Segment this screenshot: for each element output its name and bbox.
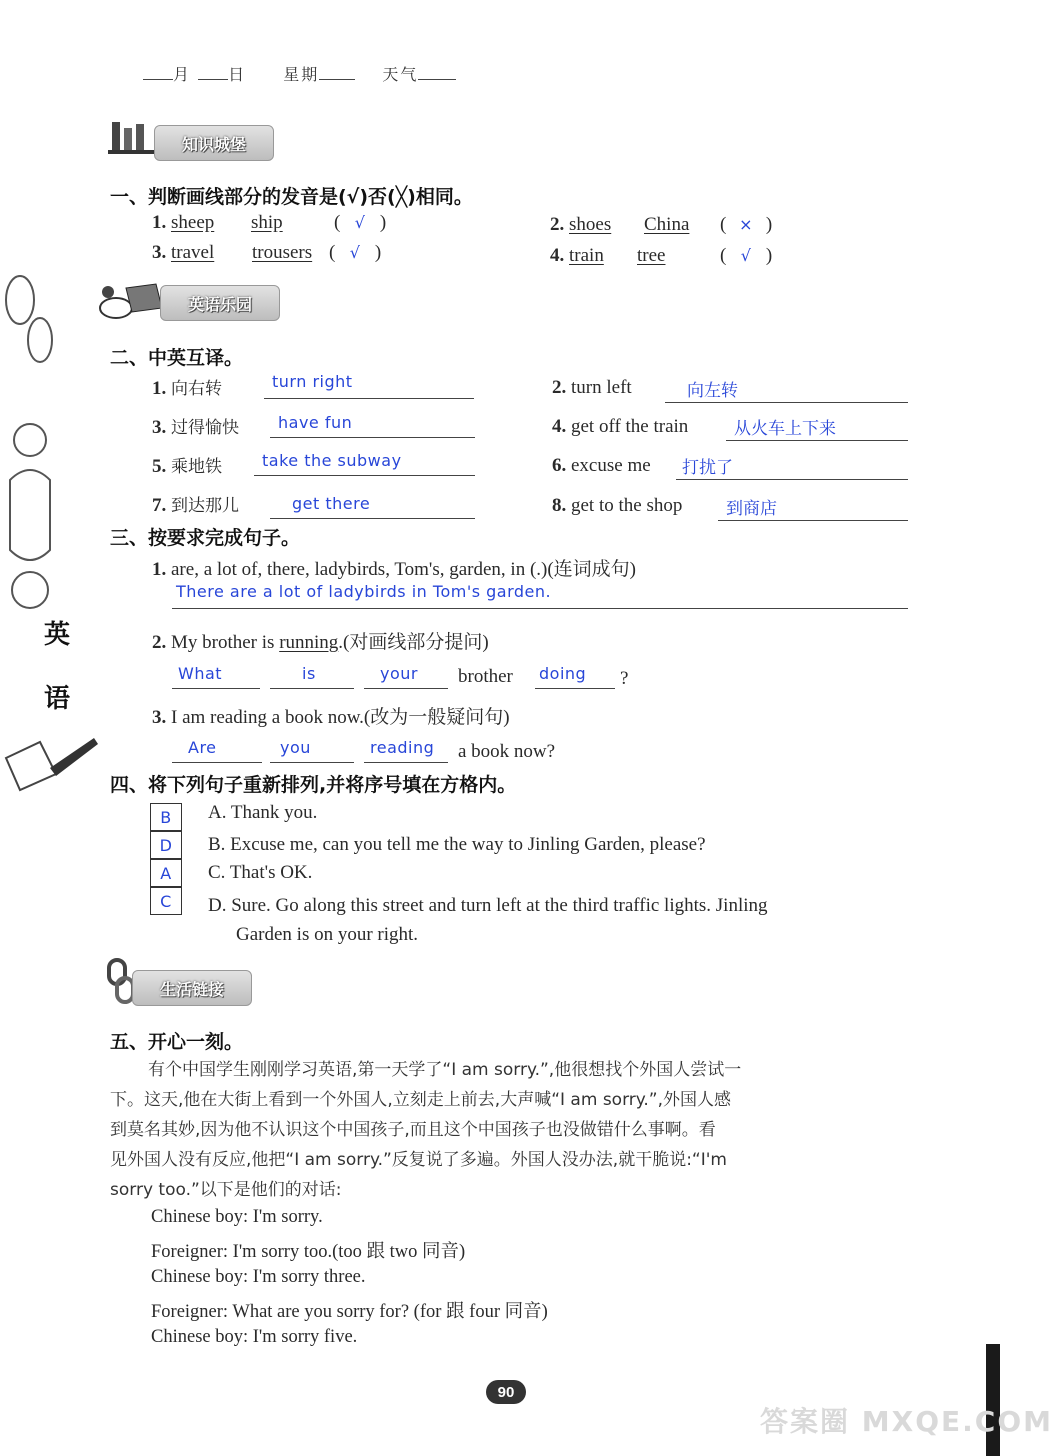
s2-item-3-answer: have fun — [270, 413, 475, 438]
section1-title: 一、判断画线部分的发音是(√)否(╳)相同。 — [110, 186, 473, 208]
s1-item-3-w2: trousers — [252, 242, 313, 263]
s2-item-5: 5. 乘地铁 — [152, 456, 222, 477]
s3-q2-brother: brother — [458, 666, 513, 687]
s5-para-line-4: 见外国人没有反应,他把“I am sorry.”反复说了多遍。外国人没办法,就干脆说:“I'm — [110, 1150, 727, 1170]
s1-item-1-paren: ( √ ) — [334, 212, 387, 233]
margin-pencil-icon — [0, 728, 100, 798]
s2-item-8: 8. get to the shop — [552, 495, 683, 516]
s2-item-8-answer: 到商店 — [718, 494, 908, 521]
s3-q3: 3. I am reading a book now.(改为一般疑问句) — [152, 707, 510, 728]
order-box-1: B — [150, 803, 182, 831]
section4-title: 四、将下列句子重新排列,并将序号填在方格内。 — [110, 774, 517, 796]
s5-para-line-3: 到莫名其妙,因为他不认识这个中国孩子,而且这个中国孩子也没做错什么事啊。看 — [110, 1120, 716, 1140]
s4-line-c: C. That's OK. — [208, 862, 313, 883]
s3-q1-answer: There are a lot of ladybirds in Tom's garden. — [172, 582, 908, 609]
section2-title: 二、中英互译。 — [110, 347, 244, 369]
s3-q2: 2. My brother is running.(对画线部分提问) — [152, 632, 489, 653]
knowledge-castle-icon — [108, 120, 158, 156]
side-label-subject-2: 语 — [44, 684, 71, 714]
s1-item-1: 1. sheep — [152, 212, 215, 233]
s2-item-2: 2. turn left — [552, 377, 632, 398]
s5-paragraph — [110, 1055, 910, 1205]
header-day: 日 — [228, 65, 247, 84]
s2-item-2-answer: 向左转 — [665, 376, 908, 403]
s4-line-d: D. Sure. Go along this street and turn left at the third traffic lights. Jinling — [208, 895, 768, 916]
dialogue-line-1: Chinese boy: I'm sorry. — [151, 1207, 323, 1227]
header-month: 月 — [173, 65, 192, 84]
margin-character-icon — [0, 400, 70, 620]
s4-line-b: B. Excuse me, can you tell me the way to Jinling Garden, please? — [208, 834, 706, 855]
s1-item-2-w2: China — [644, 214, 690, 235]
life-banner: 生活链接 — [132, 970, 252, 1006]
s1-item-3-paren: ( √ ) — [329, 242, 382, 263]
s5-para-line-1: 有个中国学生刚刚学习英语,第一天学了“I am sorry.”,他很想找个外国人尝试一 — [148, 1060, 742, 1080]
s1-item-4: 4. train — [550, 245, 604, 266]
order-box-3: A — [150, 859, 182, 887]
s3-q1: 1. are, a lot of, there, ladybirds, Tom's, garden, in (.)(连词成句) — [152, 559, 637, 580]
s3-q2-qmark: ? — [620, 668, 629, 689]
s1-item-4-paren: ( √ ) — [720, 245, 773, 266]
dialogue-line-5: Chinese boy: I'm sorry five. — [151, 1327, 358, 1347]
knowledge-banner: 知识城堡 — [154, 125, 274, 161]
s1-item-4-w2: tree — [637, 245, 666, 266]
s2-item-6-answer: 打扰了 — [676, 453, 908, 480]
s4-line-d2: Garden is on your right. — [236, 924, 419, 945]
margin-fruit-icon — [0, 260, 70, 380]
s2-item-5-answer: take the subway — [254, 451, 475, 476]
s1-item-3: 3. travel — [152, 242, 215, 263]
s3-q2-blank-4: doing — [535, 664, 615, 689]
s3-q3-blank-2: you — [270, 738, 354, 763]
playground-icon — [96, 278, 168, 322]
s5-para-line-2: 下。这天,他在大街上看到一个外国人,立刻走上前去,大声喊“I am sorry.”,外国人感 — [110, 1090, 732, 1110]
s2-item-7-answer: get there — [270, 494, 475, 519]
s2-item-4-answer: 从火车上下来 — [726, 414, 908, 441]
watermark: 答案圈 MXQE.COM — [760, 1405, 1053, 1438]
section5-title: 五、开心一刻。 — [110, 1031, 244, 1053]
s1-item-2-paren: ( × ) — [720, 214, 773, 235]
s3-q3-end: a book now? — [458, 741, 556, 762]
header-weekday: 星期 — [283, 65, 320, 84]
section3-title: 三、按要求完成句子。 — [110, 527, 301, 549]
s3-q2-blank-2: is — [270, 664, 354, 689]
s2-item-7: 7. 到达那儿 — [152, 495, 239, 516]
s3-q2-blank-1: What — [172, 664, 260, 689]
page-number: 90 — [486, 1380, 526, 1404]
s2-item-1: 1. 向右转 — [152, 378, 222, 399]
dialogue-line-4: Foreigner: What are you sorry for? (for 跟 four 同音) — [151, 1302, 548, 1322]
header-weather: 天气 — [382, 65, 419, 84]
dialogue-line-3: Chinese boy: I'm sorry three. — [151, 1267, 366, 1287]
s3-q3-blank-3: reading — [364, 738, 448, 763]
s4-line-a: A. Thank you. — [208, 802, 318, 823]
s2-item-1-answer: turn right — [264, 372, 474, 399]
playground-banner: 英语乐园 — [160, 285, 280, 321]
s1-item-2: 2. shoes — [550, 214, 612, 235]
s3-q3-blank-1: Are — [172, 738, 262, 763]
s2-item-6: 6. excuse me — [552, 455, 651, 476]
header-date-line — [143, 62, 456, 85]
s2-item-4: 4. get off the train — [552, 416, 689, 437]
order-box-2: D — [150, 831, 182, 859]
side-label-subject-1: 英 — [44, 620, 71, 650]
s1-item-1-w2: ship — [251, 212, 283, 233]
dialogue-line-2: Foreigner: I'm sorry too.(too 跟 two 同音) — [151, 1242, 466, 1262]
s3-q2-blank-3: your — [364, 664, 448, 689]
s5-para-line-5: sorry too.”以下是他们的对话: — [110, 1180, 342, 1200]
order-box-4: C — [150, 887, 182, 915]
s2-item-3: 3. 过得愉快 — [152, 417, 239, 438]
